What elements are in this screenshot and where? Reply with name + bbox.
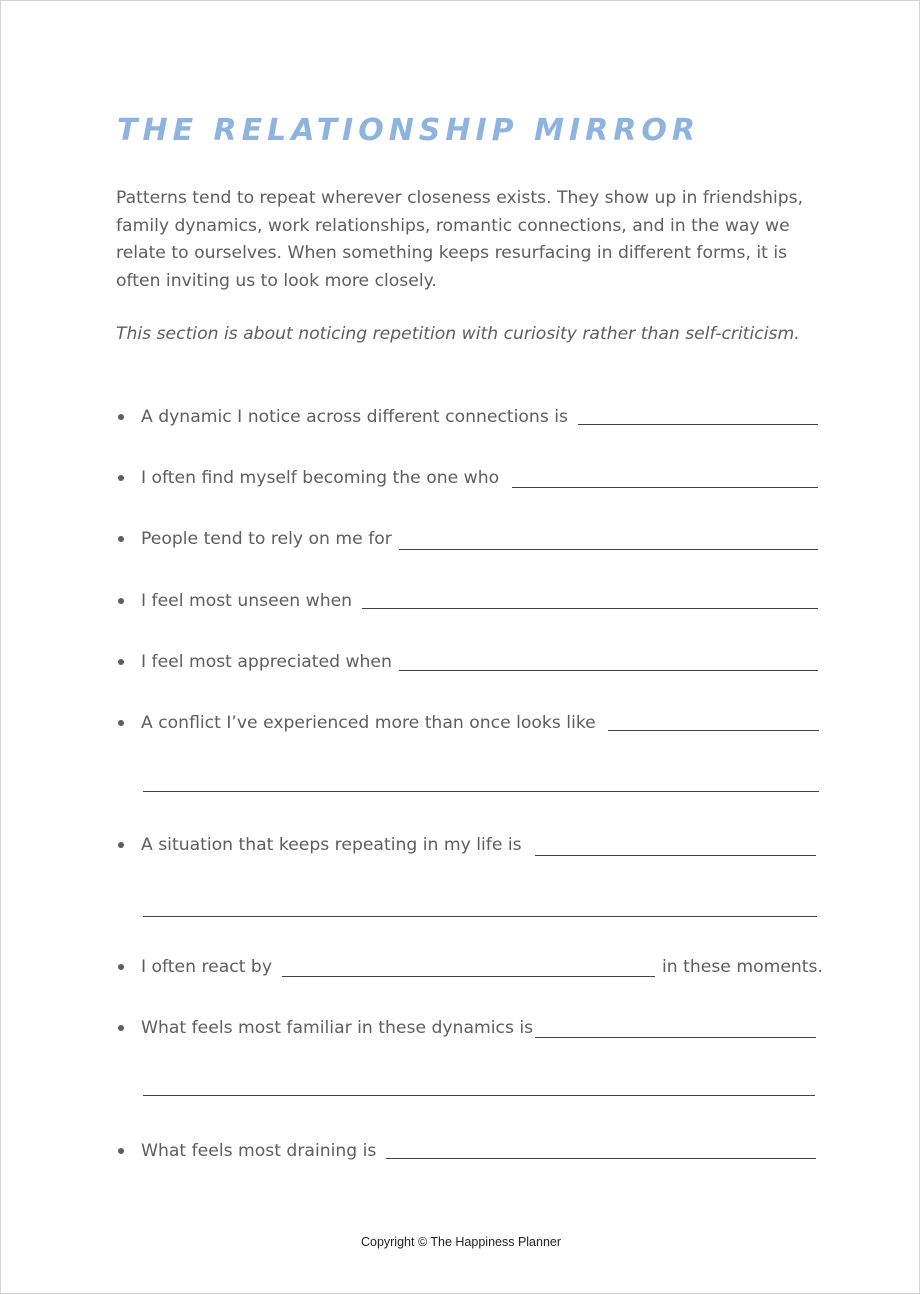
prompt-text: I feel most unseen when: [141, 591, 353, 611]
prompt-item: [1, 588, 920, 614]
intro-paragraph: Patterns tend to repeat wherever closeness exists. They show up in friendships, family dynamics, work relationships, romantic connections, and in the way we relate to ourselves. When something keeps resurfacing in different forms, it is often inviting us to look more closely.: [116, 188, 804, 291]
prompt-item: [1, 526, 920, 552]
answer-line-extra[interactable]: [143, 1095, 815, 1096]
bullet-icon: [118, 659, 124, 665]
prompt-text: I often react by: [141, 957, 272, 977]
answer-line[interactable]: [535, 855, 816, 856]
bullet-icon: [118, 536, 124, 542]
prompt-item: [1, 1015, 920, 1041]
prompt-item: [1, 465, 920, 491]
answer-line[interactable]: [512, 487, 818, 488]
prompt-text: I often find myself becoming the one who: [141, 468, 500, 488]
prompt-item: [1, 404, 920, 430]
bullet-icon: [118, 1025, 124, 1031]
bullet-icon: [118, 598, 124, 604]
prompt-text: What feels most draining is: [141, 1141, 377, 1161]
prompt-item: [1, 1138, 920, 1164]
prompt-text: A conflict I’ve experienced more than once looks like: [141, 713, 596, 733]
section-note: This section is about noticing repetition with curiosity rather than self-criticism.: [116, 324, 800, 344]
page-title: THE RELATIONSHIP MIRROR: [117, 113, 700, 148]
answer-line[interactable]: [386, 1158, 816, 1159]
answer-line[interactable]: [399, 670, 818, 671]
prompt-text: A situation that keeps repeating in my life is: [141, 835, 522, 855]
bullet-icon: [118, 475, 124, 481]
prompt-text: I feel most appreciated when: [141, 652, 392, 672]
prompt-text: People tend to rely on me for: [141, 529, 392, 549]
answer-line-extra[interactable]: [143, 916, 817, 917]
copyright-footer: Copyright © The Happiness Planner: [360, 1235, 562, 1249]
bullet-icon: [118, 964, 124, 970]
prompt-text: A dynamic I notice across different connections is: [141, 407, 568, 427]
prompt-item: [1, 649, 920, 675]
prompt-text: What feels most familiar in these dynamics is: [141, 1018, 534, 1038]
bullet-icon: [118, 414, 124, 420]
prompt-item: [1, 710, 920, 736]
prompt-item: [1, 954, 920, 980]
answer-line-extra[interactable]: [143, 791, 819, 792]
prompt-suffix: in these moments.: [662, 957, 823, 977]
answer-line[interactable]: [608, 730, 819, 731]
answer-line[interactable]: [362, 608, 818, 609]
answer-line[interactable]: [282, 976, 655, 977]
answer-line[interactable]: [578, 424, 818, 425]
bullet-icon: [118, 1148, 124, 1154]
prompt-item: [1, 832, 920, 858]
bullet-icon: [118, 720, 124, 726]
answer-line[interactable]: [535, 1037, 816, 1038]
bullet-icon: [118, 842, 124, 848]
answer-line[interactable]: [399, 549, 818, 550]
